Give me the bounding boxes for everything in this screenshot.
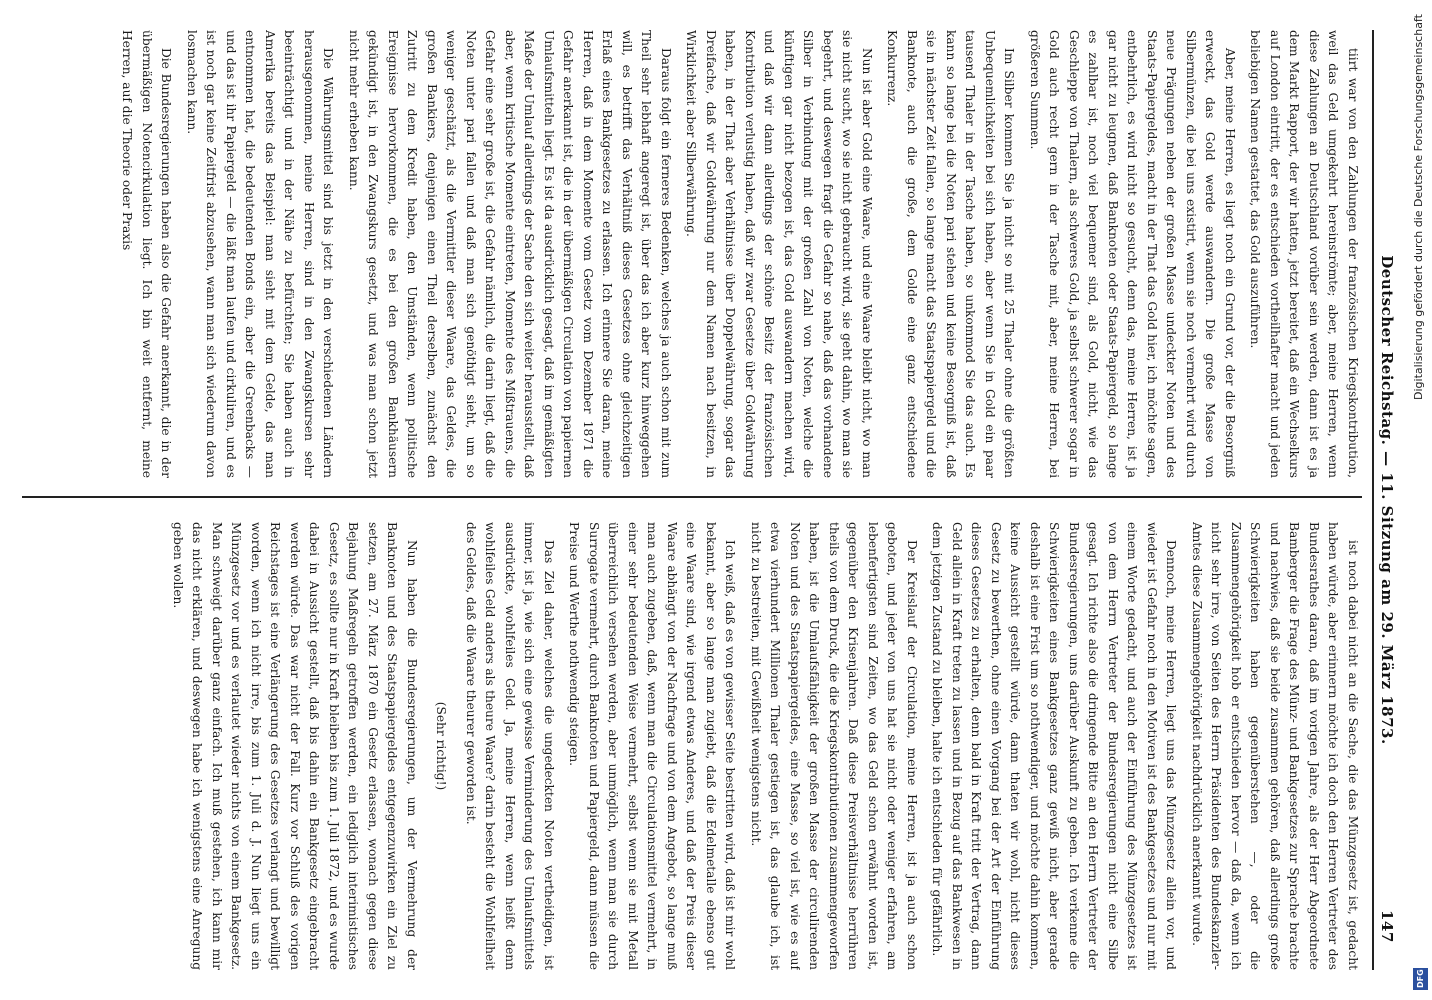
paragraph: (Sehr richtig!) [434,701,449,791]
paragraph: Aber, meine Herren, es liegt noch ein Grund vor, der die Besorgniß erweckt, das Gold werde auswandern. Die große Masse von Silbermünzen, die bei uns existirt, wenn sie noch vermehrt wird durch neue Prägungen neben der großen Masse undeckter Noten und des Staats-Papiergeldes, macht in der That das Gold hier, ich möchte sagen, entbehrlich, es wird nicht so gesucht, denn das, meine Herren, ist ja gar nicht zu leugnen, daß Banknoten oder Staats-Papiergeld, so lange es zahlbar ist, noch viel bequemer sind, als Gold, nicht, wie das Geschleppe von Thalern, als schweres Gold, ja selbst schwerer sogar in Gold auch recht gern in der Tasche mit, aber, meine Herren, bei größeren Summen. [1028,30,1237,478]
paragraph: Die Währungsmittel sind bis jetzt in den verschiedenen Ländern herausgenommen, meine Herren, sind in den Zwangskursen sehr beeinträchtigt und in der Nähe zu befürchten; Sie haben auch in Amerika bereits das Beispiel: man sieht mit dem Gelde, das man entnommen hat, die bedeutenden Bonds ein, aber die Greenbacks — und das ist ihr Papiergeld — die läßt man laufen und cirkuliren, und es ist noch gar keine Zeitfrist abzusehen, wann man sich wiederum davon losmachen kann. [185,30,336,478]
paragraph: Das Ziel daher, welches die ungedeckten Noten vertheidigen, ist immer, ist ja, wie sich eine gewisse Verminderung des Umlaufsmittels ausdrückte, wohlfeiles Geld. Ja, meine Herren, wenn heißt denn wohlfeiles Geld anders als theure Waare? darin besteht die Wohlfeilheit des Geldes, daß die Waare theurer geworden ist. [464,522,556,970]
paragraph: Dennoch, meine Herren, liegt uns das Münzgesetz allein vor, und wieder ist Gefahr noch in den Motiven ist des Bankgesetzes und nur mit einem Worte gedacht, und auch der Einführung des Münzgesetzes ist von dem Herrn Vertreter der Bundesregierungen nicht eine Silbe gesagt. Ich richte also die dringende Bitte an den Herrn Vertreter der Bundesregierungen, uns darüber Auskunft zu geben. Ich verkenne die Schwierigkeiten eines Bankgesetzes ganz gewiß nicht, aber gerade deshalb ist eine Frist um so nothwendiger, und möchte dahin kommen, keine Aussicht gestellt würde, dann thaten wir wohl, nicht dieses Gesetz zu bewerthen, ohne einen Vorgang bei der Art der Einführung dieses Gesetzes zu erhalten, denn bald in Kraft tritt der Vertrag, dann Geld allein in Kraft treten zu lassen und in Bezug auf das Bankwesen in dem jetzigen Zustand zu bleiben, halte ich entschieden für gefährlich. [930,522,1179,970]
paragraph: tiirt war von den Zahlungen der französischen Kriegskontribution, weil das Geld umgekehrt hereinströmte; aber, meine Herren, wenn diese Zahlungen an Deutschland vorüber sein werden, dann ist es ja dem Markt Rapport, der wir hatten, jetzt bereitet, daß ein Wechselkurs auf London eintritt, der es entschieden vortheilhafter macht und jeden beliebigen Namen gestattet, das Gold auszuführen. [1248,30,1360,478]
paragraph: Im Silber kommen Sie ja nicht so mit 25 Thaler ohne die größten Unbequemlichkeiten bei sich haben, aber wenn Sie in Gold ein paar tausend Thaler in der Tasche haben, so unkommod Sie das auch. Es kann so lange bei die Noten pari stehen und keine Besorgniß ist, daß sie in nächster Zeit fallen, so lange macht das Staatspapiergeld und die Banknote, auch die große, dem Golde eine ganz entschiedene Konkurrenz. [885,30,1017,478]
paragraph: Die Bundesregierungen haben also die Gefahr anerkannt, die in der übermäßigen Notencirkulation liegt. Ich bin weit entfernt, meine Herren, auf die Theorie oder Praxis [120,30,174,478]
text-columns [22,30,1362,970]
page-header [1372,30,1404,970]
dfg-logo-icon: DFG [1413,968,1428,990]
paragraph: Nun haben die Bundesregierungen, um der Vermehrung der Banknoten und des Staatspapiergeldes entgegenzuwirken ein Ziel zu setzen, am 27. März 1870 ein Gesetz erlassen, wonach gegen diese Bejahung Maßregeln getroffen werden, ein lediglich interimistisches Gesetz, es sollte nur in Kraft bleiben bis zum 1. Juli 1872, und es wurde dabei in Aussicht gestellt, daß bis dahin ein Bankgesetz eingebracht werden würde. Das war nicht der Fall. Kurz vor Schluß des vorigen Reichstages ist eine Verlängerung des Gesetzes verlangt und bewilligt worden, wenn ich nicht irre, bis zum 1. Juli d. J. Nun liegt uns ein Münzgesetz vor und es verlautet wieder nichts von einem Bankgesetz. Man schweigt darüber ganz einfach. Ich muß gestehen, ich kann mir das nicht erklären, und deswegen habe ich wenigstens eine Anregung geben wollen. [171,522,419,970]
paragraph: Daraus folgt ein ferneres Bedenken, welches ja auch schon mit zum Theil sehr lebhaft angeregt ist, über das ich aber kurz hinweggehen will, es betrifft das Verhältniß dieses Gesetzes ohne gleichzeitigen Erlaß eines Bankgesetzes zu erlassen. Ich erinnere Sie daran, meine Herren, daß in dem Momente vom Gesetz vom Dezember 1871 die Gefahr anerkannt ist, die in der übermäßigen Circulation von papiernen Umlaufsmitteln liegt. Es ist da ausdrücklich gesagt, daß im gemäßigten Maße der Umlauf allerdings der Sache den sich weiter herausstellt, daß aber, wenn kritische Momente eintreten, Momente des Mißtrauens, die Gefahr eine sehr große ist, die Gefahr nämlich, die darin liegt, daß die Noten unter pari fallen und daß man sich genöthigt sieht, um so weniger geschätzt, als die Vermittler dieser Waare, das Geldes, die großen Bankiers, denjenigen einen Theil derselben, zunächst den Zutritt zu dem Kredit haben, den Umständen, wenn politische Ereignisse hervorkommen, die es bei den großen Bankhäusern gekündigt ist, in den Zwangskurs gesetzt, und was man schon jetzt nicht mehr erheben kann. [347,30,673,478]
right-column [22,522,1362,970]
page-title: Deutscher Reichstag. — 11. Sitzung am 29. März 1873. [1378,255,1396,745]
paragraph: ist noch dabei nicht an die Sache, die das Münzgesetz ist, gedacht haben würde, aber erinnern möchte ich doch den Herren Vertreter des Bundesrathes daran, daß im vorigen Jahre, als der Herr Abgeordnete Bamberger die Frage des Münz- und Bankgesetzes zur Sprache brachte und nachwies, daß sie beide zusammen gehören, daß allerdings große Schwierigkeiten haben gegenüberstehen —, oder die Zusammengehörigkeit hob er entschieden hervor — daß da, wenn ich nicht sehr irre, von Seiten des Herrn Präsidenten des Bundeskanzler-Amtes diese Zusammengehörigkeit nachdrücklich anerkannt wurde. [1190,522,1360,970]
left-column [22,30,1362,478]
column-divider [22,496,1362,498]
page-number: 147 [1378,910,1396,943]
digitization-note: Digitalisierung gefördert durch die Deutsche Forschungsgemeinschaft [1412,14,1425,400]
dfg-sidebar [1410,0,1432,1000]
paragraph: Nun ist aber Gold eine Waare, und eine Waare bleibt nicht, wo man sie nicht sucht, wo sie nicht gebraucht wird, sie geht dahin, wo man sie begehrt, und deswegen fragt die Gefahr so nahe, daß das vorhandene Silber in Verbindung mit der großen Zahl von Noten, welche die künftigen gar nicht bezogen ist, das Gold auswandern machen wird, und daß wir dann allerdings der schöne Besitz der französischen Kontribution verlustig haben, daß wir zwar Gesetze über Goldwährung haben, in der That aber Verhältnisse über Doppelwährung, sogar das Dreifache, daß wir Goldwährung nur dem Namen nach besitzen, in Wirklichkeit aber Silberwährung. [684,30,874,478]
paragraph: Der Kreislauf der Circulation, meine Herren, ist ja auch schon geboten, und jeder von uns hat sie nicht oder weniger erfahren, am lebenfertigsten sind Zeiten, wo das Geld schon erwähnt worden ist, gegenüber den Krisenjahren. Daß diese Preisverhältnisse herrühren theils von dem Druck, die die Kriegskontributionen zusammengeworfen haben, ist die Umlaufsfähigkeit der großen Masse der circulirenden Noten und des Staatspapiergeldes, eine Masse, so viel ist, wie es auf etwa vierhundert Millionen Thaler gestiegen ist, das glaube ich, ist nicht zu bestreiten, mit Gewißheit wenigstens nicht. [749,522,919,970]
paragraph: Ich weiß, daß es von gewisser Seite bestritten wird, daß ist mir wohl bekannt, aber so lange man zugiebt, daß die Edelmetalle ebenso gut eine Waare sind, wie irgend etwas Anderes, und daß der Preis dieser Waare abhängt von der Nachfrage und von dem Angebot, so lange muß man auch zugeben, daß, wenn man die Circulationsmittel vermehrt, in einer sehr bedeutenden Weise vermehrt, selbst wenn sie mit Metall überreichlich versehen werden, aber unmöglich, wenn man sie durch Surrogate vermehrt, durch Banknoten und Papiergeld, dann müssen die Preise und Werthe nothwendig steigen. [567,522,738,970]
